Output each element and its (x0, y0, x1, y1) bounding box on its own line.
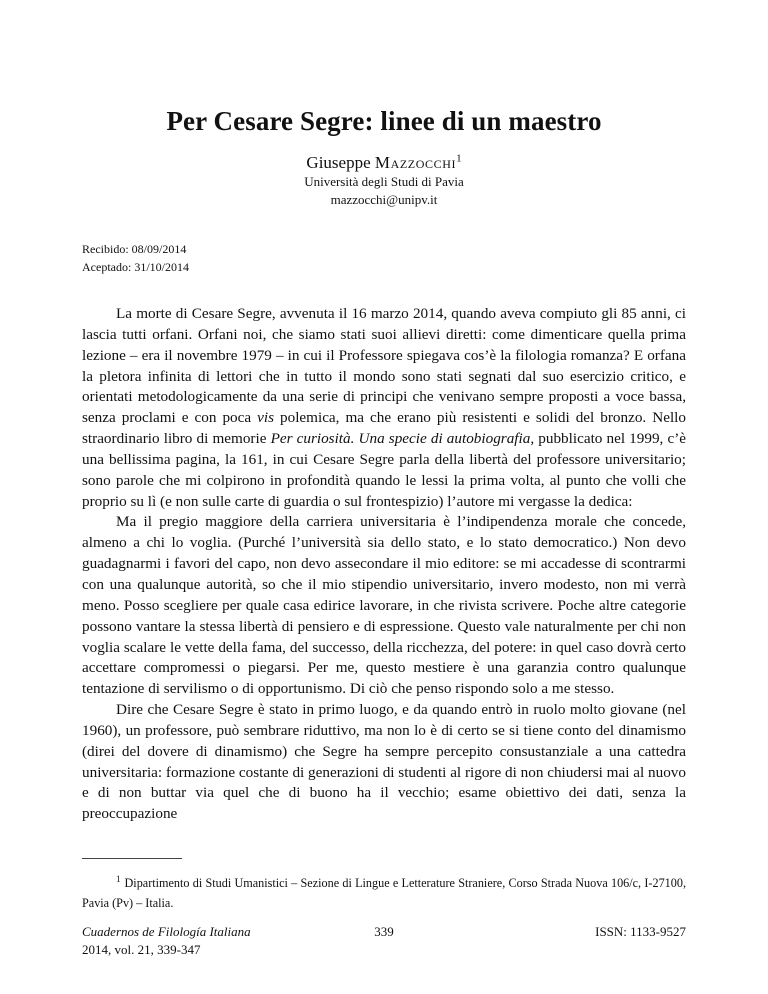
footnote (82, 873, 686, 913)
p1-book-title: Per curiosità. Una specie di autobiografia (270, 430, 531, 448)
article-title: Per Cesare Segre: linee di un maestro (166, 106, 602, 136)
dates-block (82, 240, 189, 276)
issn: ISSN: 1133-9527 (595, 924, 686, 939)
author-line (0, 153, 768, 173)
received-date: 08/09/2014 (131, 242, 187, 256)
footnote-divider (82, 858, 182, 859)
article-body (82, 304, 686, 825)
p1-text-a: La morte di Cesare Segre, avvenuta il 16 marzo 2014, quando aveva compiuto gli 85 anni, ci lascia tutti orfani. Orfani noi, che siamo stati suoi allievi diretti: come dimenticare quella prima lezione – era il novembre 1979 – in cui il Professore spiegava cos’è la filologia romanza? E orfana la pletora infinita di lettori che in tutto il mondo sono stati segnati dal suo esercizio critico, e orientati metodologicamente da una serie di principi che venivano sempre proposti a voce bassa, senza proclami e con poca (82, 305, 686, 427)
received-line (82, 240, 189, 258)
paragraph-1 (82, 304, 686, 512)
footnote-text: Dipartimento di Studi Umanistici – Sezione di Lingue e Letterature Straniere, Corso Strada Nuova 106/c, I-27100, Pavia (Pv) – Italia. (82, 876, 686, 910)
author-last-name: Mazzocchi (374, 153, 457, 172)
received-label: Recibido: (82, 242, 129, 256)
author-footnote-mark: 1 (456, 152, 462, 165)
accepted-date: 31/10/2014 (134, 260, 189, 274)
footnote-mark: 1 (116, 873, 121, 884)
paragraph-3: Dire che Cesare Segre è stato in primo luogo, e da quando entrò in ruolo molto giovane (nel 1960), un professore, può sembrare riduttivo, ma non lo è di certo se si tiene conto del dinamismo (direi del dovere di dinamismo) che Segre ha sempre percepito consustanziale a una cattedra universitaria: formazione costante di generazioni di studenti al rigore di non chiudersi mai al nuovo e di non buttar via quel che di buono ha il vecchio; esame obiettivo dei dati, senza la preoccupazione (82, 701, 686, 823)
author-first-name: Giuseppe (306, 153, 371, 172)
author-email: mazzocchi@unipv.it (330, 192, 438, 207)
journal-volume: 2014, vol. 21, 339-347 (82, 942, 201, 957)
paragraph-2: Ma il pregio maggiore della carriera universitaria è l’indipendenza morale che concede, almeno a chi lo voglia. (Purché l’università sia dello stato, e lo stato democratico.) Non devo guadagnarmi i favori del capo, non devo assecondare il mio editore: se mi accadesse di scontrarmi con una qualunque autorità, so che il mio stipendio universitario, invero modesto, non mi verrà meno. Posso scegliere per quale casa edirice lavorare, in che rivista scrivere. Poche altre categorie possono vantare la stessa libertà di pensiero e di espressione. Questo vale naturalmente per chi non voglia scalare le vette della fama, del successo, della ricchezza, del potere: in quel caso dovrà certo accettare compromessi o piegarsi. Per me, questo mestiere è una garanzia contro qualunque tentazione di servilismo o di opportunismo. Di ciò che penso rispondo solo a me stesso. (82, 513, 686, 698)
p1-text-c: , pubblicato nel 1999, c’è una bellissima pagina, la 161, in cui Cesare Segre parla della libertà del professore universitario; sono parole che mi colpirono in profondità quando le lessi la prima volta, al punto che volli che proprio su lì (e non sulle carte di guardia o sul frontespizio) l’autore mi vergasse la dedica: (82, 430, 687, 510)
accepted-line (82, 258, 189, 276)
journal-name: Cuadernos de Filología Italiana (82, 924, 251, 939)
p1-vis: vis (257, 409, 274, 427)
p1-text-b: polemica, ma che erano più resistenti e solidi del bronzo. Nello straordinario libro di memorie (82, 409, 686, 448)
affiliation-block (0, 173, 768, 209)
accepted-label: Aceptado: (82, 260, 132, 274)
affiliation: Università degli Studi di Pavia (304, 174, 464, 189)
page-number: 339 (374, 924, 394, 939)
